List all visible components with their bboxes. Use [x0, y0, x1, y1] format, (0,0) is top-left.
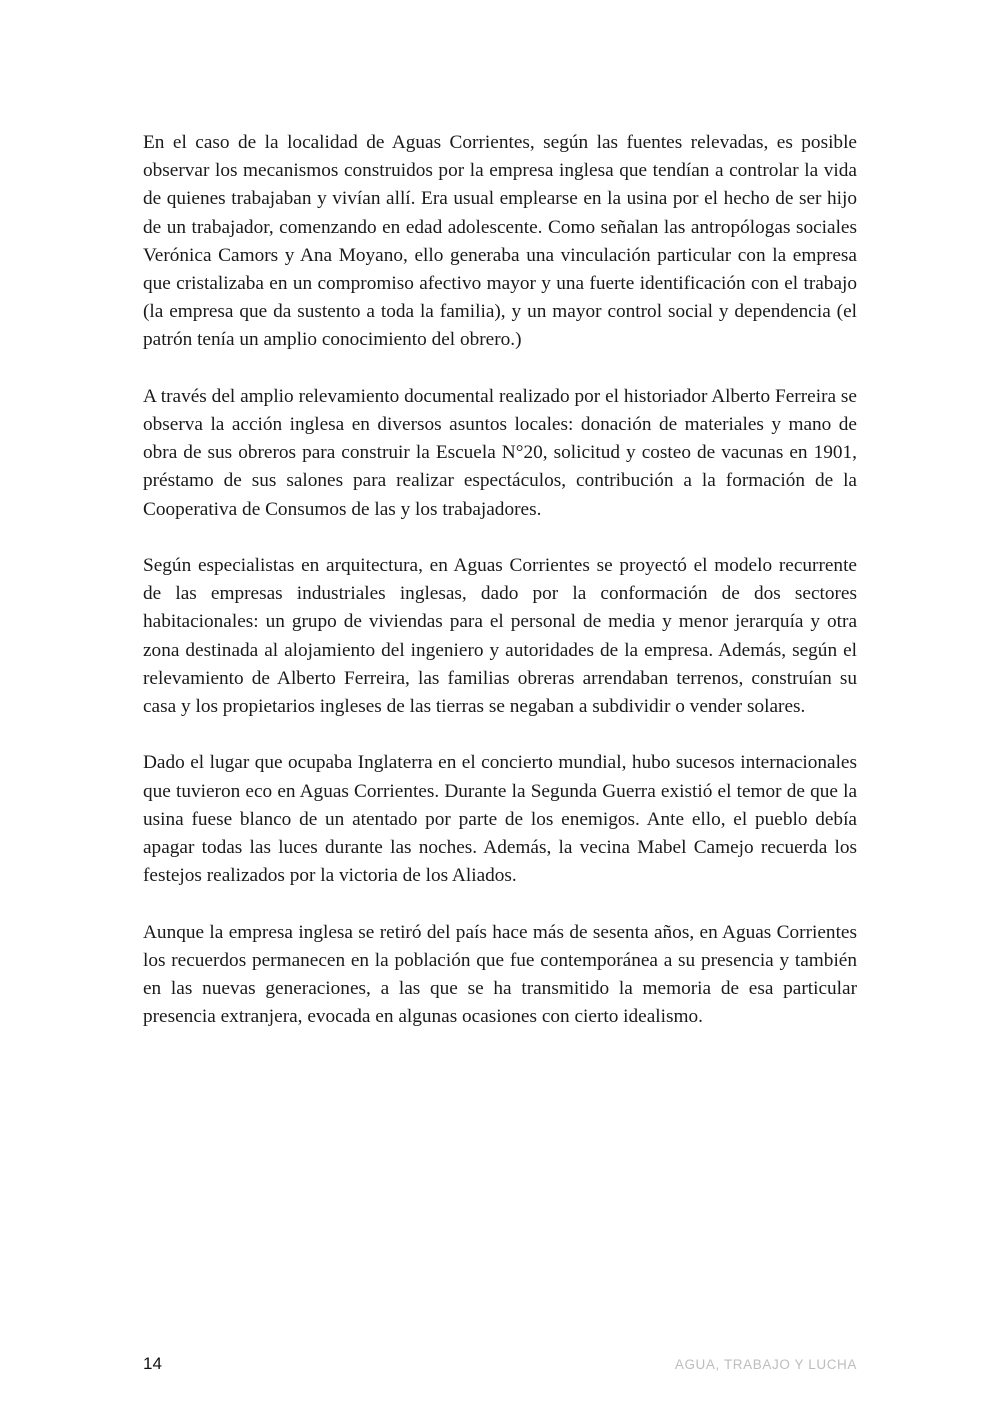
paragraph-5: Aunque la empresa inglesa se retiró del país hace más de sesenta años, en Aguas Corrientes los recuerdos permanecen en la población que fue contemporánea a su presencia y también en las nuevas generaciones, a las que se ha transmitido la memoria de esa particular presencia extranjera, evocada en algunas ocasiones con cierto idealismo.	[143, 921, 857, 1028]
page-number: 14	[143, 1354, 162, 1373]
paragraph-3: Según especialistas en arquitectura, en Aguas Corrientes se proyectó el modelo recurrente de las empresas industriales inglesas, dado por la conformación de dos sectores habitacionales: un grupo de viviendas para el personal de media y menor jerarquía y otra zona destinada al alojamiento del ingeniero y autoridades de la empresa. Además, según el relevamiento de Alberto Ferreira, las familias obreras arrendaban terrenos, construían su casa y los propietarios ingleses de las tierras se negaban a subdividir o vender solares.	[143, 555, 857, 718]
running-footer-title: AGUA, TRABAJO Y LUCHA	[674, 1357, 857, 1372]
paragraph-4: Dado el lugar que ocupaba Inglaterra en el concierto mundial, hubo sucesos internacionales que tuvieron eco en Aguas Corrientes. Durante la Segunda Guerra existió el temor de que la usina fuese blanco de un atentado por parte de los enemigos. Ante ello, el pueblo debía apagar todas las luces durante las noches. Además, la vecina Mabel Camejo recuerda los festejos realizados por la victoria de los Aliados.	[143, 752, 857, 887]
paragraph-2: A través del amplio relevamiento documental realizado por el historiador Alberto Ferreira se observa la acción inglesa en diversos asuntos locales: donación de materiales y mano de obra de sus obreros para construir la Escuela N°20, solicitud y costeo de vacunas en 1901, préstamo de sus salones para realizar espectáculos, contribución a la formación de la Cooperativa de Consumos de las y los trabajadores.	[143, 385, 857, 520]
paragraph-1: En el caso de la localidad de Aguas Corrientes, según las fuentes relevadas, es posible observar los mecanismos construidos por la empresa inglesa que tendían a controlar la vida de quienes trabajaban y vivían allí. Era usual emplearse en la usina por el hecho de ser hijo de un trabajador, comenzando en edad adolescente. Como señalan las antropólogas sociales Verónica Camors y Ana Moyano, ello generaba una vinculación particular con la empresa que cristalizaba en un compromiso afectivo mayor y una fuerte identificación con el trabajo (la empresa que da sustento a toda la familia), y un mayor control social y dependencia (el patrón tenía un amplio conocimiento del obrero.)	[143, 132, 857, 351]
body-text	[143, 129, 857, 1060]
